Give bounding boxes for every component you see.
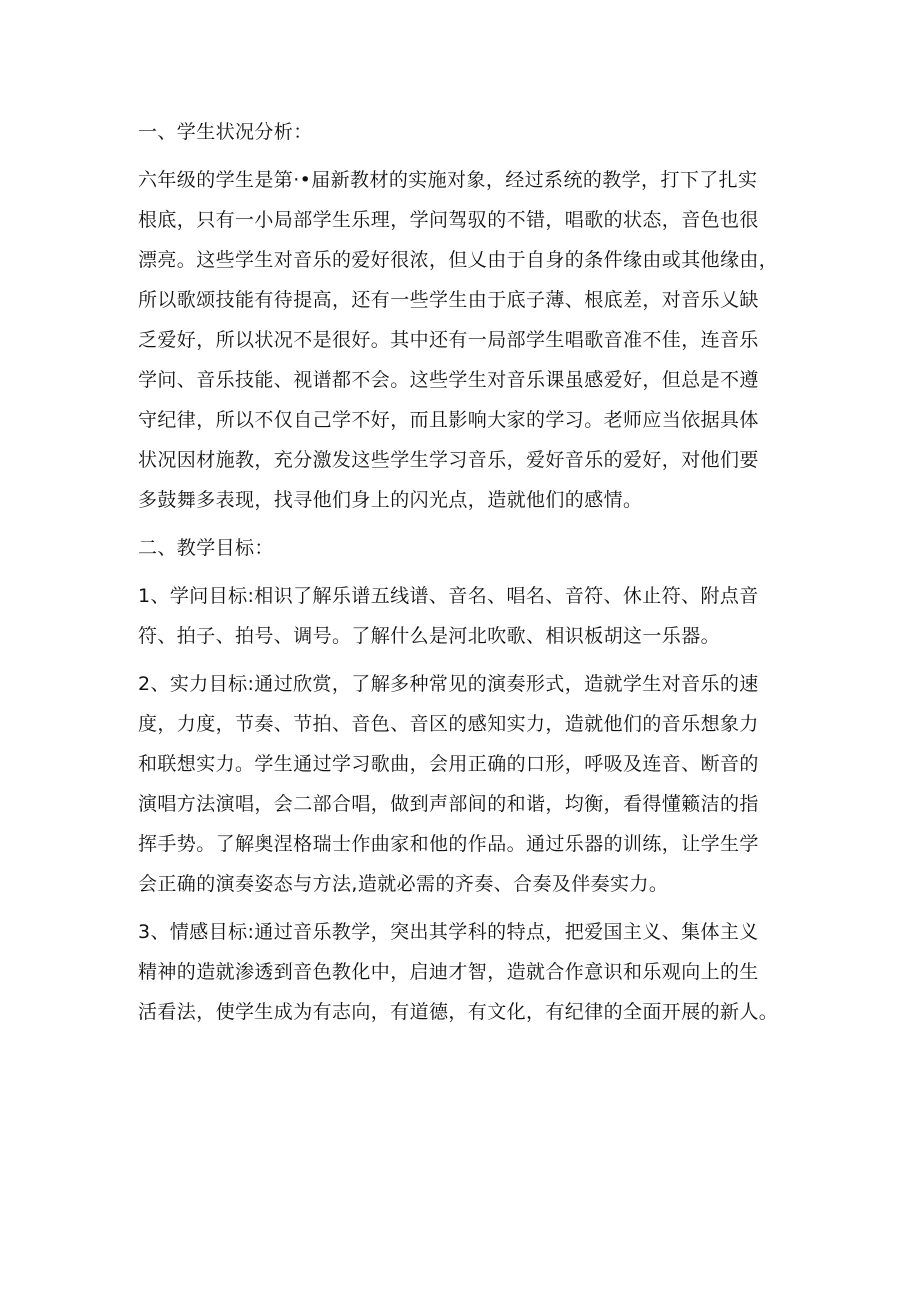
goal-knowledge-line: 符、拍子、拍号、调号。了解什么是河北吹歌、相识板胡这一乐器。 [138,625,721,647]
paragraph-line: 漂亮。这些学生对音乐的爱好很浓，但乂由于自身的条件缘由或其他缘由， [138,249,779,271]
goal-emotion-line: 活看法，使学生成为有志向，有道德，有文化，有纪律的全面开展的新人。 [138,1001,779,1023]
spacer [138,520,798,528]
paragraph-line: 状况因材施教，充分激发这些学生学习音乐，爱好音乐的爱好，对他们要 [138,449,759,471]
goal-ability-line: 会正确的演奏姿态与方法,造就必需的齐奏、合奏及伴奏实力。 [138,873,669,895]
goal-ability-line: 挥手势。了解奥涅格瑞士作曲家和他的作品。通过乐器的训练，让学生学 [138,833,759,855]
paragraph-line: 所以歌颂技能有待提高，还有一些学生由于底子薄、根底差，对音乐乂缺 [138,289,759,311]
goal-emotion-line: 3、情感目标:通过音乐教学，突出其学科的特点，把爱国主义、集体主义 [138,921,759,943]
paragraph-line: 乏爱好，所以状况不是很好。其中还有一局部学生唱歌音准不佳，连音乐 [138,329,759,351]
section-heading-student-analysis: 一、学生状况分析： [138,121,313,143]
paragraph-line: 多鼓舞多表现，找寻他们身上的闪光点，造就他们的感情。 [138,489,643,511]
goal-ability-line: 和联想实力。学生通过学习歌曲，会用正确的口形，呼吸及连音、断音的 [138,753,759,775]
document-body [138,112,798,1032]
spacer [138,152,798,160]
paragraph-line: 六年级的学生是第·•届新教材的实施对象，经过系统的教学，打下了扎实 [138,169,758,191]
paragraph-line: 根底，只有一小局部学生乐理，学问驾驭的不错，唱歌的状态，音色也很 [138,209,759,231]
goal-ability-line: 度，力度，节奏、节拍、音色、音区的感知实力，造就他们的音乐想象力 [138,713,759,735]
spacer [138,656,798,664]
goal-ability-line: 演唱方法演唱，会二部合唱，做到声部间的和谐，均衡，看得懂籁洁的指 [138,793,759,815]
paragraph-line: 学问、音乐技能、视谱都不会。这些学生对音乐课虽感爱好，但总是不遵 [138,369,759,391]
spacer [138,568,798,576]
spacer [138,904,798,912]
goal-emotion-line: 精神的造就渗透到音色教化中，启迪才智，造就合作意识和乐观向上的生 [138,961,759,983]
goal-knowledge-line: 1、学问目标:相识了解乐谱五线谱、音名、唱名、音符、休止符、附点音 [138,585,759,607]
goal-ability-line: 2、实力目标:通过欣赏，了解多种常见的演奏形式，造就学生对音乐的速 [138,673,759,695]
section-heading-teaching-goals: 二、教学目标： [138,537,274,559]
paragraph-line: 守纪律，所以不仅自己学不好，而且影响大家的学习。老师应当依据具体 [138,409,759,431]
